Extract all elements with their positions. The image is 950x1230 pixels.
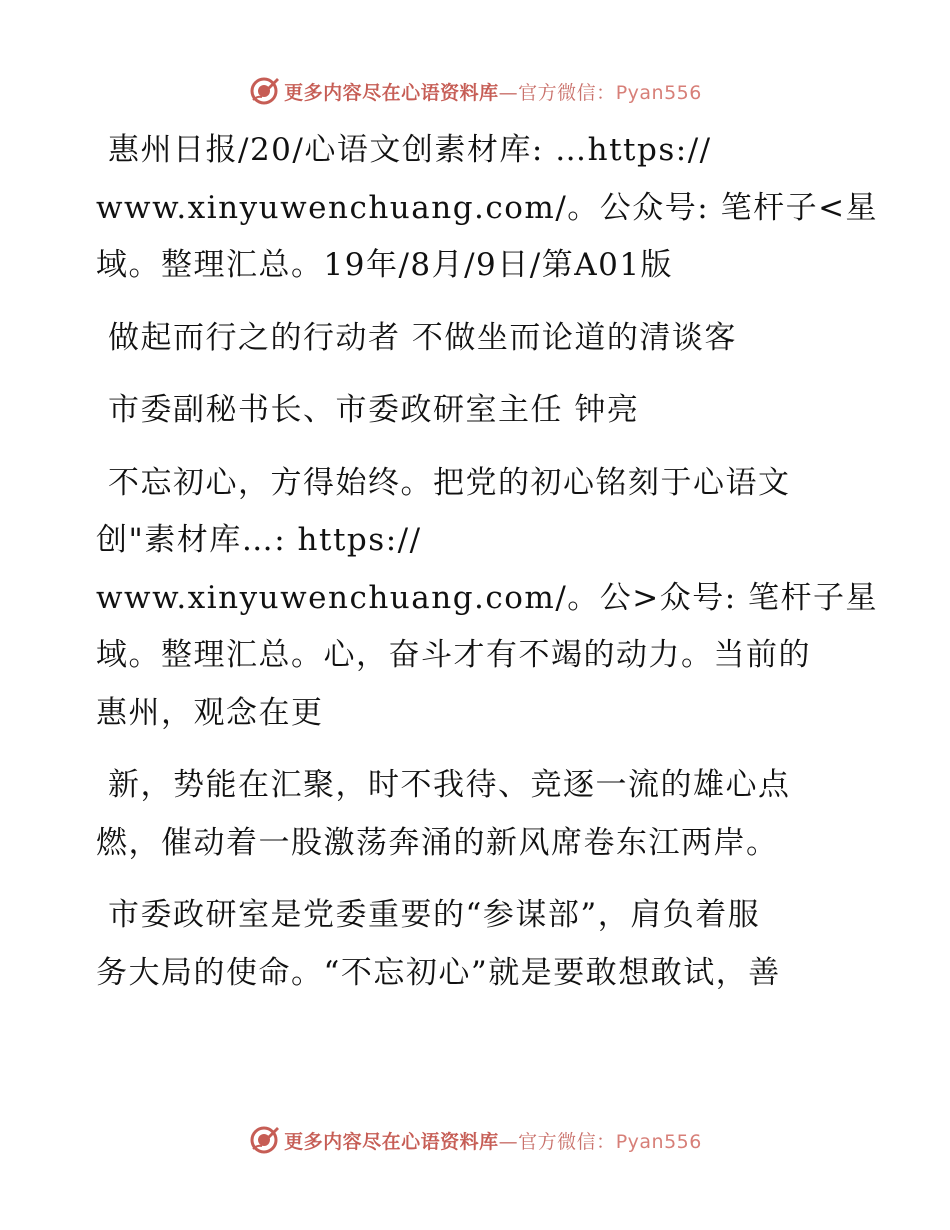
watermark-tail: —官方微信： (498, 1130, 616, 1153)
text-line: 务大局的使命。“不忘初心”就是要敢想敢试，善 (96, 954, 781, 991)
article-headline: 做起而行之的行动者 不做坐而论道的清谈客 (108, 319, 737, 356)
text-line: 惠州，观念在更 (96, 694, 324, 731)
footer-watermark (0, 1120, 950, 1160)
watermark-handle: Pyan556 (615, 81, 702, 104)
pen-logo-icon (248, 75, 280, 107)
article-byline: 市委副秘书长、市委政研室主任 钟亮 (108, 392, 640, 428)
watermark-text (284, 78, 702, 105)
pen-logo-icon (248, 1124, 280, 1156)
text-line: www.xinyuwenchuang.com/。公>众号: 笔杆子星 (96, 579, 879, 616)
text-line: 燃，催动着一股激荡奔涌的新风席卷东江两岸。 (96, 824, 779, 861)
article-body (96, 122, 879, 1002)
watermark-lead: 更多内容尽在心语资料库 (284, 1130, 499, 1153)
watermark-handle: Pyan556 (615, 1130, 702, 1153)
watermark-lead: 更多内容尽在心语资料库 (284, 81, 499, 104)
header-watermark (0, 71, 950, 111)
watermark-tail: —官方微信： (498, 81, 616, 104)
text-line: 域。整理汇总。19年/8月/9日/第A01版 (96, 247, 674, 283)
text-line: 新，势能在汇聚，时不我待、竞逐一流的雄心点 (108, 767, 791, 803)
text-line: 惠州日报/20/心语文创素材库: …https:// (108, 132, 712, 168)
text-line: 域。整理汇总。心，奋斗才有不竭的动力。当前的 (96, 637, 811, 673)
watermark-text (284, 1127, 702, 1154)
text-line: 不忘初心，方得始终。把党的初心铭刻于心语文 (108, 464, 791, 501)
text-line: 创"素材库…: https:// (96, 522, 422, 558)
text-line: 市委政研室是党委重要的“参谋部”，肩负着服 (108, 897, 761, 933)
text-line: www.xinyuwenchuang.com/。公众号: 笔杆子<星 (96, 189, 879, 226)
